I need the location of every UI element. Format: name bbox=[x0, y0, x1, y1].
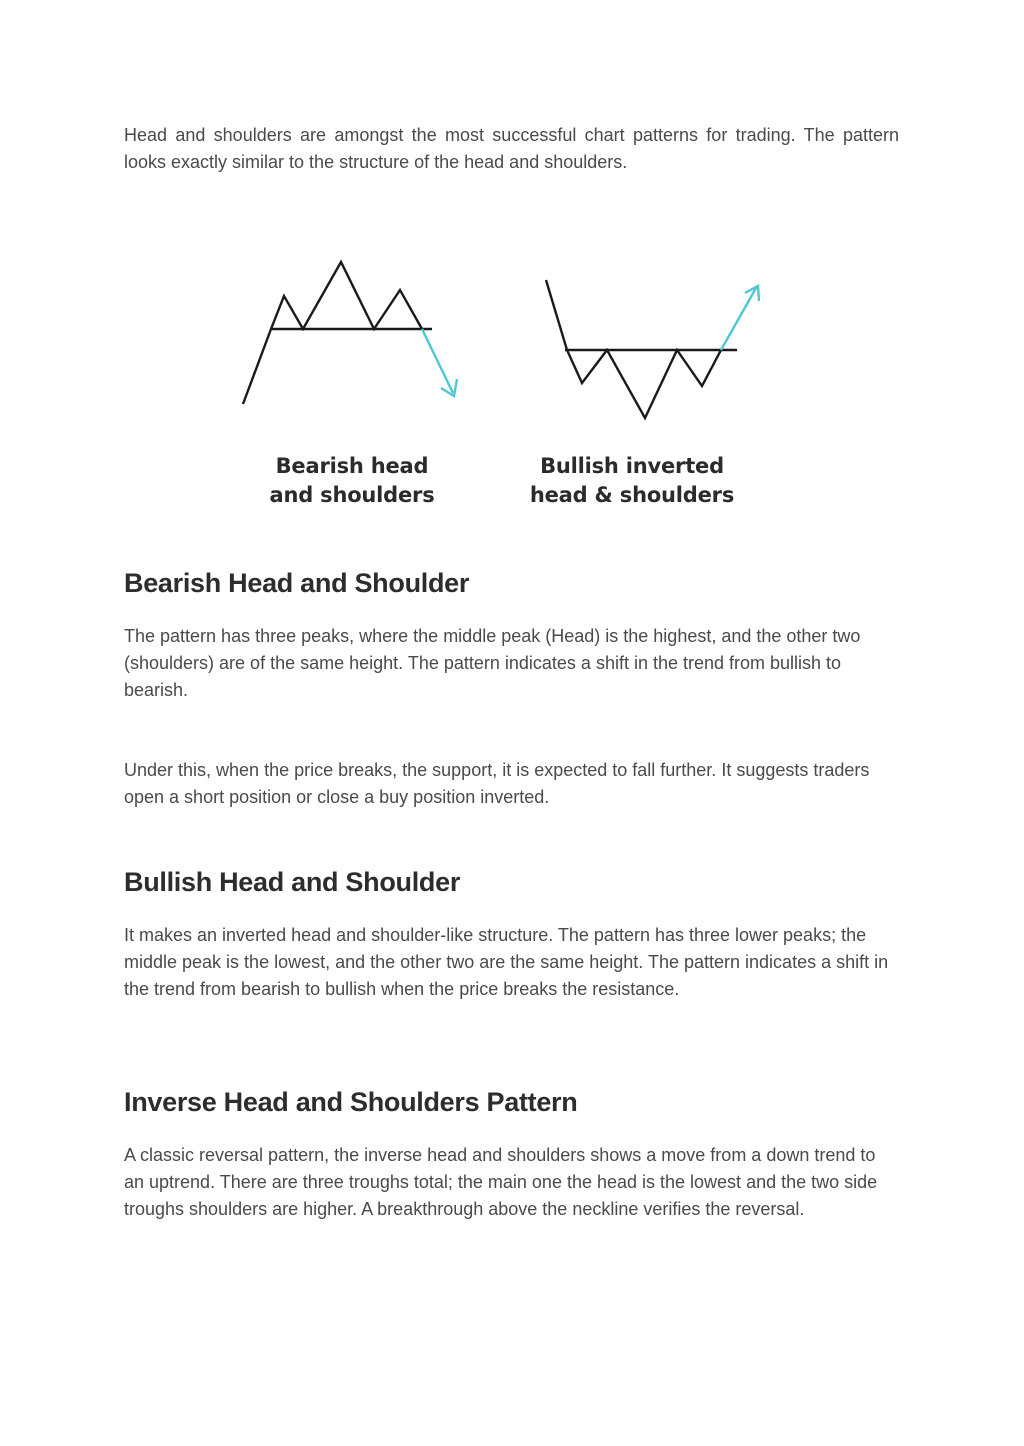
bullish-caption-line1: Bullish inverted bbox=[540, 454, 724, 478]
pattern-diagram bbox=[232, 248, 792, 448]
bearish-paragraph-2: Under this, when the price breaks, the support, it is expected to fall further. It suggests traders open a short position or close a buy position inverted. bbox=[124, 760, 870, 807]
bearish-price-line bbox=[243, 262, 422, 404]
bullish-pattern-drawing bbox=[546, 280, 759, 418]
bearish-pattern-drawing bbox=[243, 262, 457, 404]
bearish-caption bbox=[232, 452, 472, 510]
bullish-section-heading: Bullish Head and Shoulder bbox=[124, 867, 461, 897]
bearish-section-heading: Bearish Head and Shoulder bbox=[124, 568, 470, 598]
inverse-paragraph-1: A classic reversal pattern, the inverse head and shoulders shows a move from a down trend to an uptrend. There are three troughs total; the main one the head is the lowest and the two side troughs shoulders are higher. A breakthrough above the neckline verifies the reversal. bbox=[124, 1145, 878, 1219]
bearish-caption-line2: and shoulders bbox=[269, 483, 435, 507]
bearish-caption-line1: Bearish head bbox=[275, 454, 429, 478]
bullish-caption bbox=[512, 452, 752, 510]
bearish-breakdown-arrow bbox=[422, 329, 453, 393]
bearish-paragraph-1: The pattern has three peaks, where the middle peak (Head) is the highest, and the other two (shoulders) are of the same height. The pattern indicates a shift in the trend from bullish to bearish. bbox=[124, 626, 861, 700]
intro-paragraph: Head and shoulders are amongst the most successful chart patterns for trading. The pattern looks exactly similar to the structure of the head and shoulders. bbox=[124, 125, 899, 172]
bearish-arrow-head bbox=[441, 379, 457, 396]
bullish-breakout-arrow bbox=[721, 288, 756, 350]
inverse-section-heading: Inverse Head and Shoulders Pattern bbox=[124, 1087, 578, 1117]
head-and-shoulders-figure bbox=[232, 248, 792, 528]
bullish-paragraph-1: It makes an inverted head and shoulder-like structure. The pattern has three lower peaks; the middle peak is the lowest, and the other two are the same height. The pattern indicates a shift in the trend from bearish to bullish when the price breaks the resistance. bbox=[124, 925, 889, 999]
bullish-caption-line2: head & shoulders bbox=[529, 483, 735, 507]
